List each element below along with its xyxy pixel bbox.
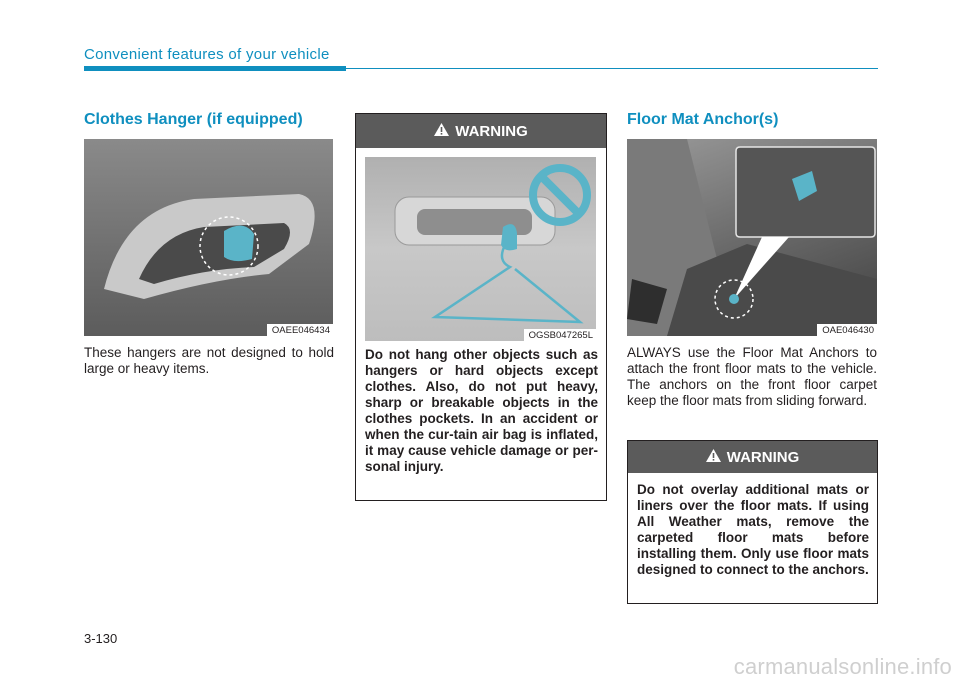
- photo-code: OAEE046434: [267, 324, 333, 336]
- header-rule: [346, 68, 878, 69]
- hanger-warning-box: [355, 113, 607, 501]
- floor-mat-anchor-text: ALWAYS use the Floor Mat Anchors to attach the front floor mats to the vehicle. The anchors on the front floor carpet keep the floor mats from sliding forward.: [627, 345, 877, 408]
- section-header: Convenient features of your vehicle: [84, 46, 330, 63]
- clothes-hanger-title: Clothes Hanger (if equipped): [84, 111, 303, 128]
- hanger-warning-text: Do not hang other objects such as hangers or hard objects except clothes. Also, do not put heavy, sharp or breakable objects in the clothes pockets. In an accident or when the cur-tain air bag is inflated, it may cause vehicle damage or per-sonal injury.: [365, 347, 598, 474]
- warning-triangle-icon: [706, 449, 721, 466]
- page-number: 3-130: [84, 631, 118, 646]
- floor-mat-anchor-photo: [627, 139, 877, 336]
- clothes-hanger-photo: [84, 139, 333, 336]
- header-accent-bar: [84, 66, 346, 71]
- photo-code: OGSB047265L: [524, 329, 596, 341]
- photo-code: OAE046430: [817, 324, 877, 336]
- floor-mat-warning-box: [627, 440, 878, 604]
- warning-label: WARNING: [726, 448, 800, 466]
- clothes-hanger-text: These hangers are not designed to hold large or heavy items.: [84, 345, 334, 376]
- hanger-warning-photo: [365, 157, 596, 341]
- warning-triangle-icon: [434, 123, 449, 140]
- floor-mat-warning-text: Do not overlay additional mats or liners over the floor mats. If using All Weather mats, remove the carpeted floor mats before installing them. Only use floor mats designed to connect to the anchors.: [637, 482, 869, 577]
- warning-header: [356, 114, 606, 148]
- watermark: carmanualsonline.info: [733, 654, 952, 679]
- floor-mat-anchor-title: Floor Mat Anchor(s): [627, 111, 779, 128]
- warning-label: WARNING: [455, 122, 528, 140]
- warning-header: [628, 441, 877, 473]
